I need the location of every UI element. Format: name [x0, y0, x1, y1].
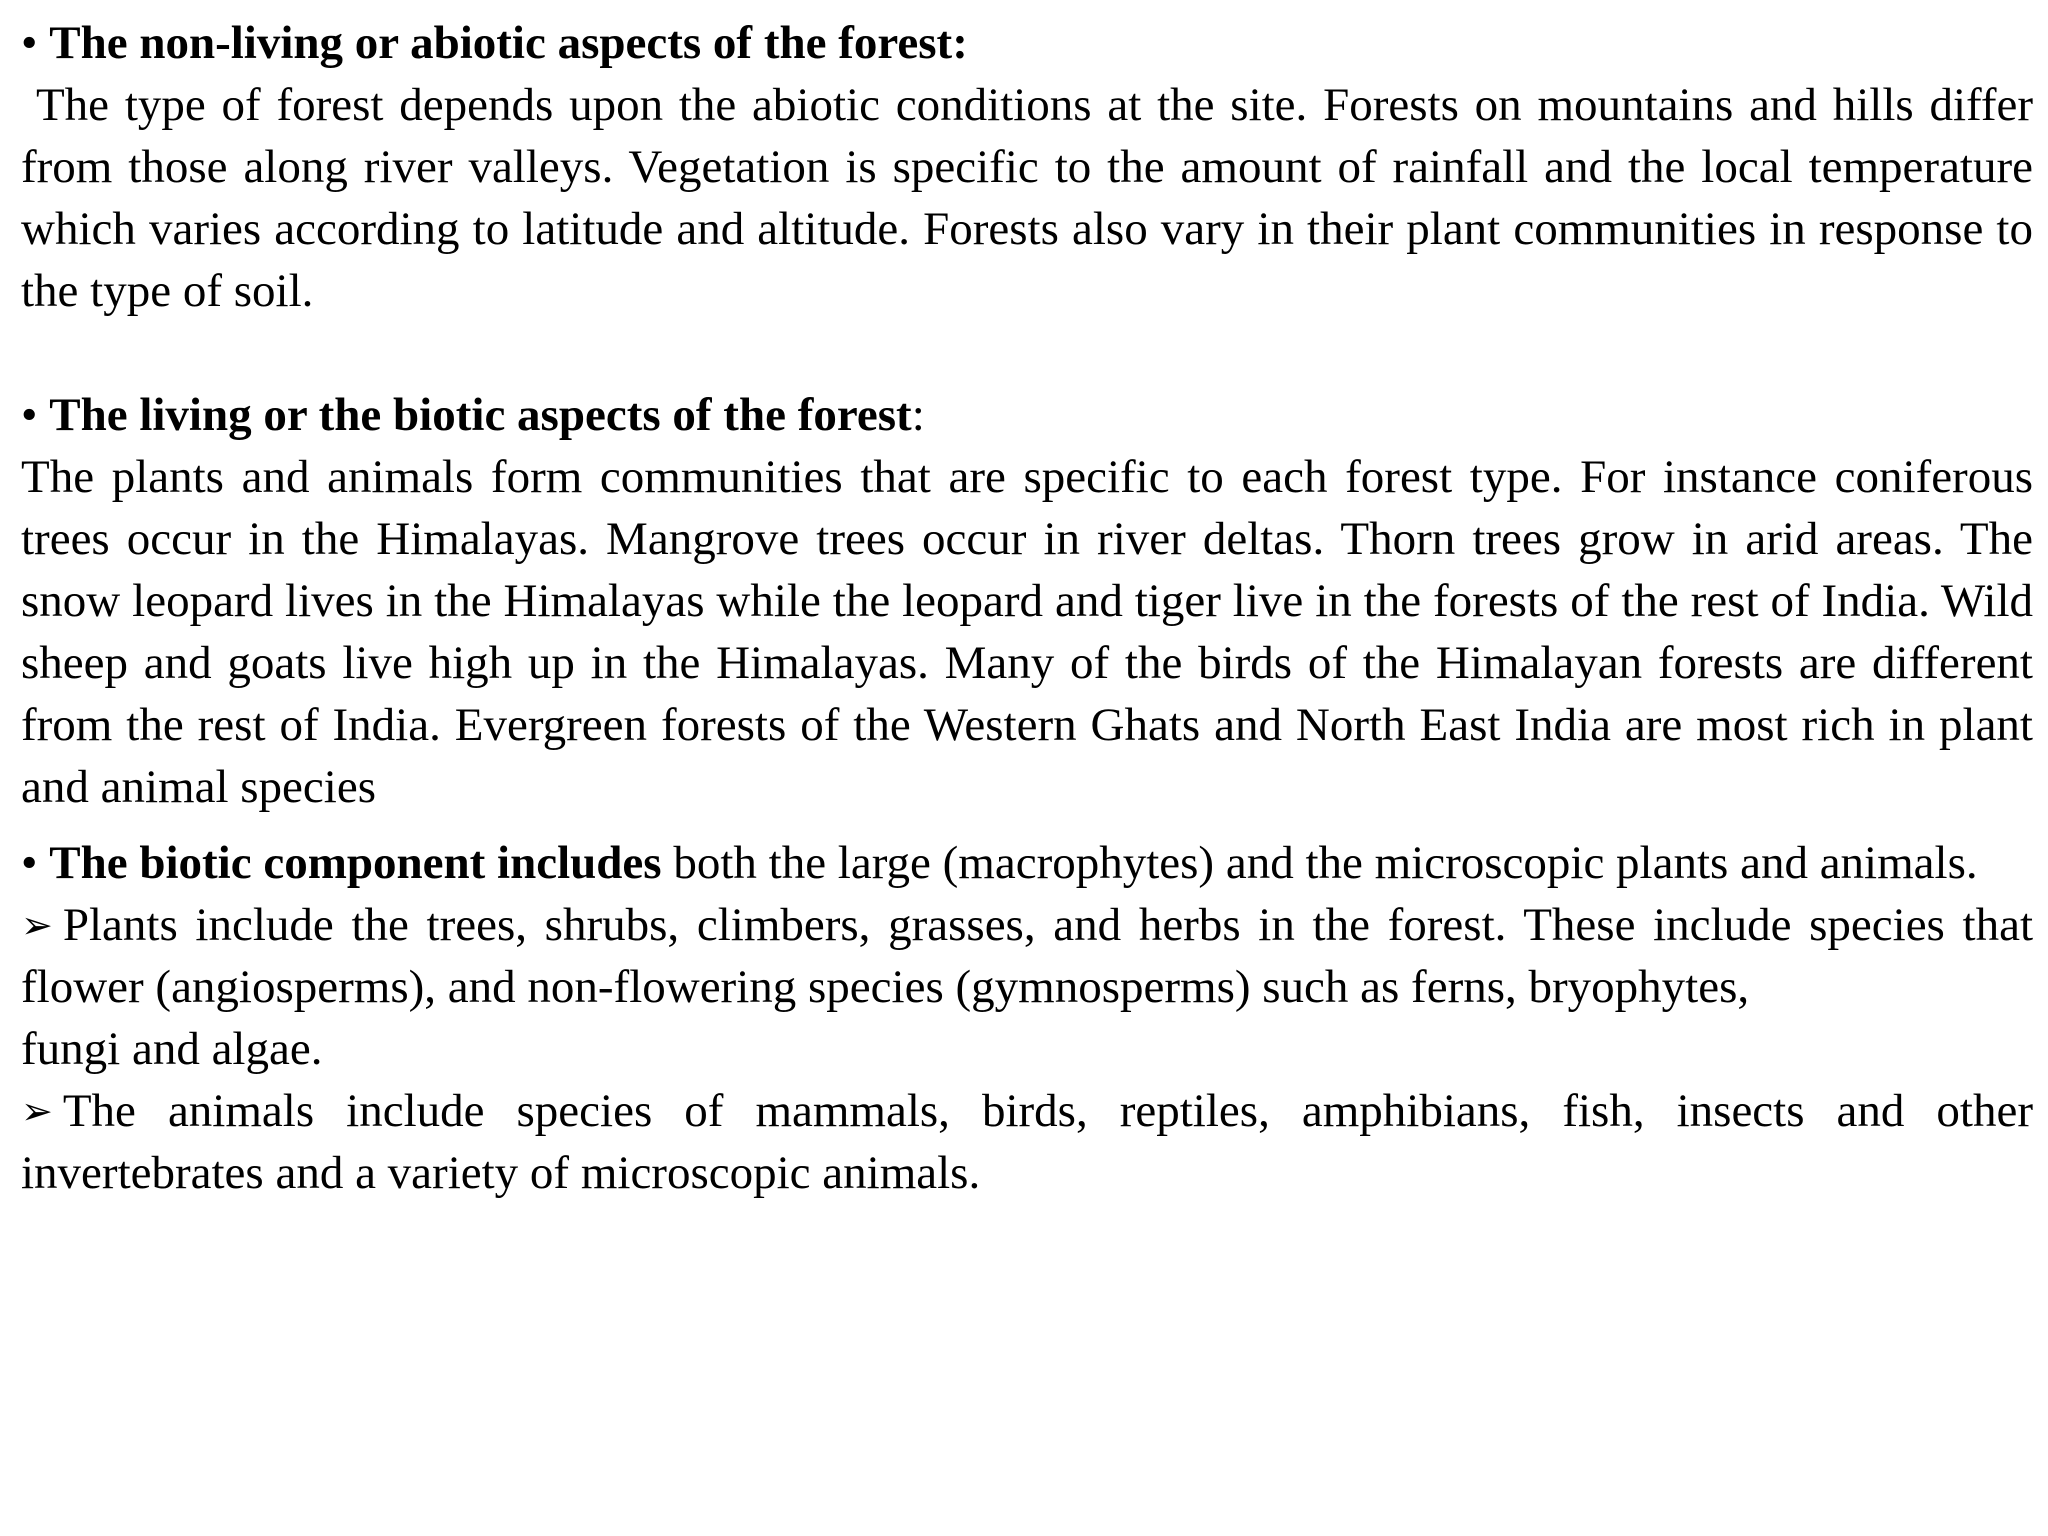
bullet-icon: •	[21, 17, 38, 69]
list-item-plants	[21, 894, 2033, 1018]
biotic-heading-text: The living or the biotic aspects of the forest	[49, 389, 912, 441]
biotic-paragraph: The plants and animals form communities that are specific to each forest type. For instance coniferous trees occur in the Himalayas. Mangrove trees occur in river deltas. Thorn trees grow in arid areas. The snow leopard lives in the Himalayas while the leopard and tiger live in the forests of the rest of India. Wild sheep and goats live high up in the Himalayas. Many of the birds of the Himalayan forests are different from the rest of India. Evergreen forests of the Western Ghats and North East India are most rich in plant and animal species	[21, 451, 2033, 813]
section-spacer	[21, 322, 2033, 384]
plants-continuation: fungi and algae.	[21, 1023, 323, 1075]
animals-text: The animals include species of mammals, birds, reptiles, amphibians, fish, insects and other invertebrates and a variety of microscopic animals.	[21, 1085, 2033, 1199]
abiotic-body-text: The type of forest depends upon the abiotic conditions at the site. Forests on mountains and hills differ from those along river valleys. Vegetation is specific to the amount of rainfall and the local temperature which varies according to latitude and altitude. Forests also vary in their plant communities in response to the type of soil.	[21, 79, 2033, 317]
slide-content	[21, 12, 2033, 1204]
bullet-icon: •	[21, 837, 38, 889]
biotic-component-heading: The biotic component includes	[49, 837, 662, 889]
biotic-component-text: both the large (macrophytes) and the microscopic plants and animals.	[673, 837, 1978, 889]
arrow-bullet-icon: ➢	[21, 1089, 53, 1133]
section-abiotic-heading	[21, 12, 2033, 74]
abiotic-paragraph	[21, 74, 2033, 322]
plants-text: Plants include the trees, shrubs, climbers, grasses, and herbs in the forest. These include species that flower (angiosperms), and non-flowering species (gymnosperms) such as ferns, bryophytes,	[21, 899, 2033, 1013]
biotic-component-paragraph	[21, 832, 2033, 894]
biotic-heading-colon: :	[911, 389, 925, 441]
section-biotic-heading	[21, 384, 2033, 446]
abiotic-heading-text: The non-living or abiotic aspects of the forest:	[49, 17, 968, 69]
bullet-icon: •	[21, 389, 38, 441]
list-item-animals	[21, 1080, 2033, 1204]
arrow-bullet-icon: ➢	[21, 903, 53, 947]
section-spacer	[21, 818, 2033, 832]
